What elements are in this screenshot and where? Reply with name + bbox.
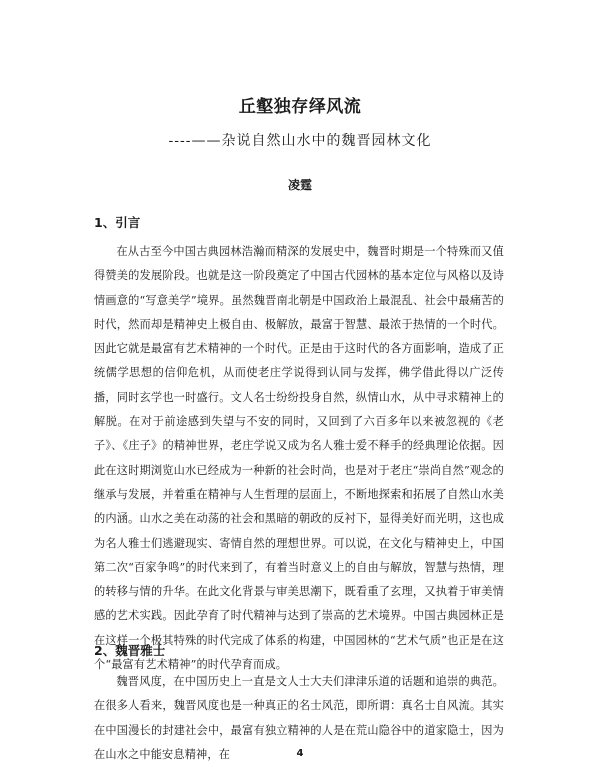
- section-heading-introduction: 1、引言: [94, 215, 141, 230]
- author-name: 凌霆: [287, 178, 312, 192]
- section-paragraph-wei-jin-scholars: 魏晋风度，在中国历史上一直是文人士大夫们津津乐道的话题和追崇的典范。在很多人看来，魏晋风度也是一种真正的名士风范，即所谓：真名士自风流。其实在中国漫长的封建社会中，最富有独立精神的人是在荒山隐谷中的道家隐士，因为在山水之中能安息精神，在: [94, 675, 504, 761]
- section-heading-wei-jin-scholars: 2、魏晋雅士: [94, 643, 166, 658]
- document-subtitle: ----——杂说自然山水中的魏晋园林文化: [168, 133, 432, 149]
- document-title: 丘壑独存绎风流: [238, 97, 362, 117]
- section-paragraph-introduction: 在从古至今中国古典园林浩瀚而精深的发展史中，魏晋时期是一个特殊而又值得赞美的发展阶段。也就是这一阶段奠定了中国古代园林的基本定位与风格以及诗情画意的“写意美学”境界。虽然魏晋南北朝是中国政治上最混乱、社会中最痛苦的时代，然而却是精神史上极自由、极解放，最富于智慧、最浓于热情的一个时代。因此它就是最富有艺术精神的一个时代。正是由于这时代的各方面影响，造成了正统儒学思想的信仰危机，从而使老庄学说得到认同与发挥，佛学借此得以广泛传播，同时玄学也一时盛行。文人名士纷纷投身自然，纵情山水，从中寻求精神上的解脱。在对于前途感到失望与不安的同时，又回到了六百多年以来被忽视的《老子》、《庄子》的精神世界，老庄学说又成为名人雅士爱不释手的经典理论依据。因此在这时期浏览山水已经成为一种新的社会时尚，也是对于老庄“崇尚自然”观念的继承与发展，并着重在精神与人生哲理的层面上，不断地探索和拓展了自然山水美的内涵。山水之美在动荡的社会和黑暗的朝政的反衬下，显得美好而光明，这也成为名人雅士们逃避现实、寄情自然的理想世界。可以说，在文化与精神史上，中国第二次“百家争鸣”的时代来到了，有着当时意义上的自由与解放，智慧与热情，理的转移与情的升华。在此文化背景与审美思潮下，既看重了玄理，又执着于审美情感的艺术实践。因此孕育了时代精神与达到了崇高的艺术境界。中国古典园林正是在这样一个极其特殊的时代完成了体系的构建，中国园林的“艺术气质”也正是在这个“最富有艺术精神”的时代孕育而成。: [94, 245, 504, 672]
- page-number: 4: [296, 748, 304, 759]
